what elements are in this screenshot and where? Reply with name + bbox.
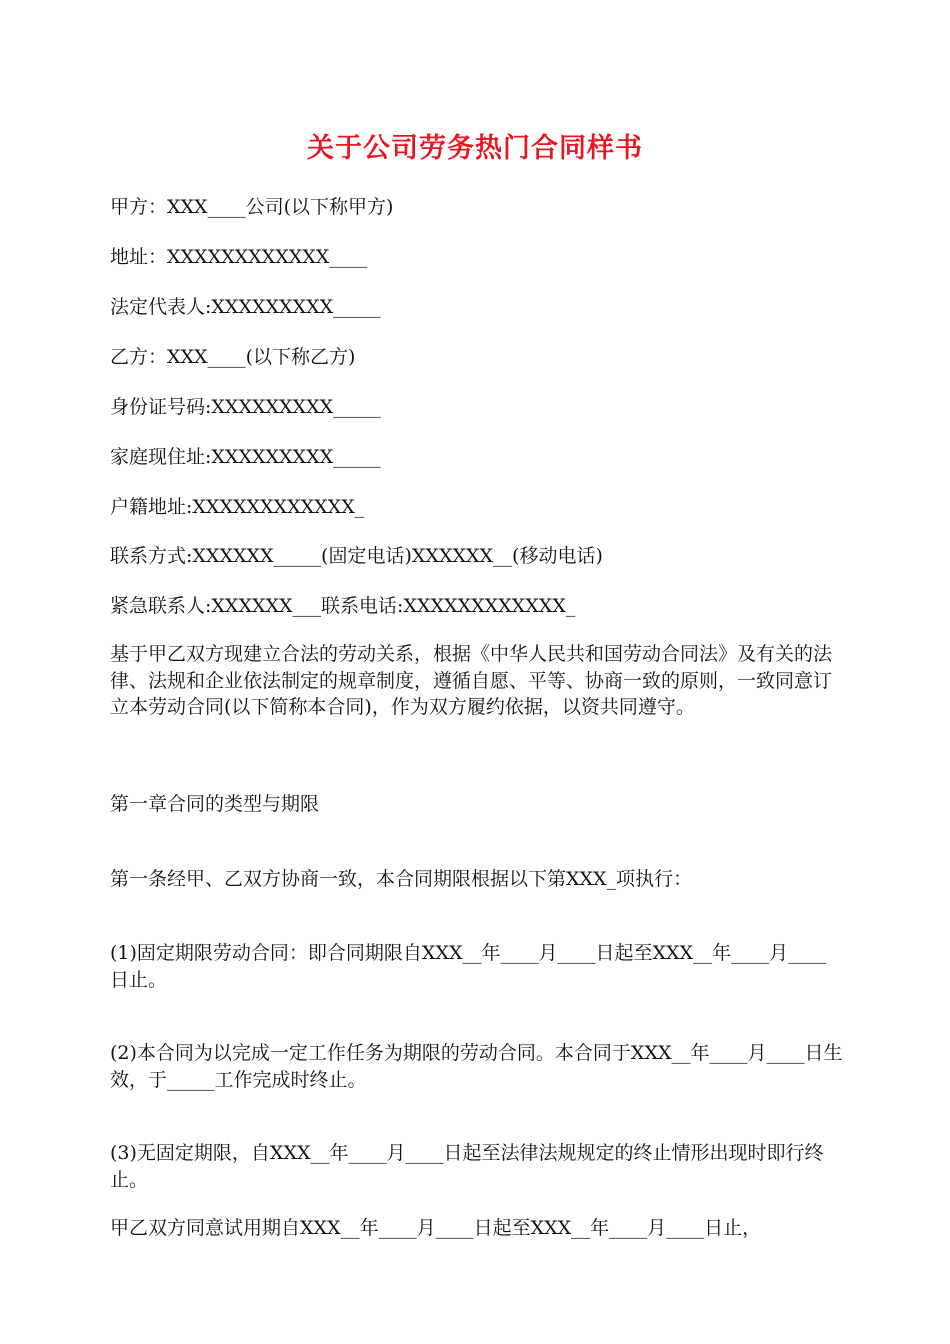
party-a-line: 甲方：XXX____公司(以下称甲方) <box>110 196 394 218</box>
address-line: 地址：XXXXXXXXXXXX____ <box>110 246 368 268</box>
contact-line: 联系方式:XXXXXX_____(固定电话)XXXXXX__(移动电话) <box>110 545 603 567</box>
emergency-contact-line: 紧急联系人:XXXXXX___联系电话:XXXXXXXXXXXX_ <box>110 595 576 617</box>
term-item-2: (2)本合同为以完成一定工作任务为期限的劳动合同。本合同于XXX__年____月____日生效，于_____工作完成时终止。 <box>110 1042 843 1091</box>
term-item-3: (3)无固定期限，自XXX__年____月____日起至法律法规规定的终止情形出现时即行终止。 <box>110 1142 824 1191</box>
household-address-line: 户籍地址:XXXXXXXXXXXX_ <box>110 496 365 518</box>
probation-line: 甲乙双方同意试用期自XXX__年____月____日起至XXX__年____月____日止， <box>110 1217 762 1239</box>
intro-paragraph: 基于甲乙双方现建立合法的劳动关系，根据《中华人民共和国劳动合同法》及有关的法律、法规和企业依法制定的规章制度，遵循自愿、平等、协商一致的原则，一致同意订立本劳动合同(以下简称本合同)，作为双方履约依据，以资共同遵守。 <box>110 643 833 718</box>
legal-representative-line: 法定代表人:XXXXXXXXX_____ <box>110 296 381 318</box>
article-1: 第一条经甲、乙双方协商一致，本合同期限根据以下第XXX_项执行： <box>110 868 693 890</box>
term-item-1: (1)固定期限劳动合同：即合同期限自XXX__年____月____日起至XXX__年____月____日止。 <box>110 942 827 991</box>
party-b-line: 乙方：XXX____(以下称乙方) <box>110 346 356 368</box>
document-title: 关于公司劳务热门合同样书 <box>307 133 643 164</box>
home-address-line: 家庭现住址:XXXXXXXXX_____ <box>110 446 381 468</box>
id-number-line: 身份证号码:XXXXXXXXX_____ <box>110 396 381 418</box>
chapter-heading: 第一章合同的类型与期限 <box>110 793 320 815</box>
